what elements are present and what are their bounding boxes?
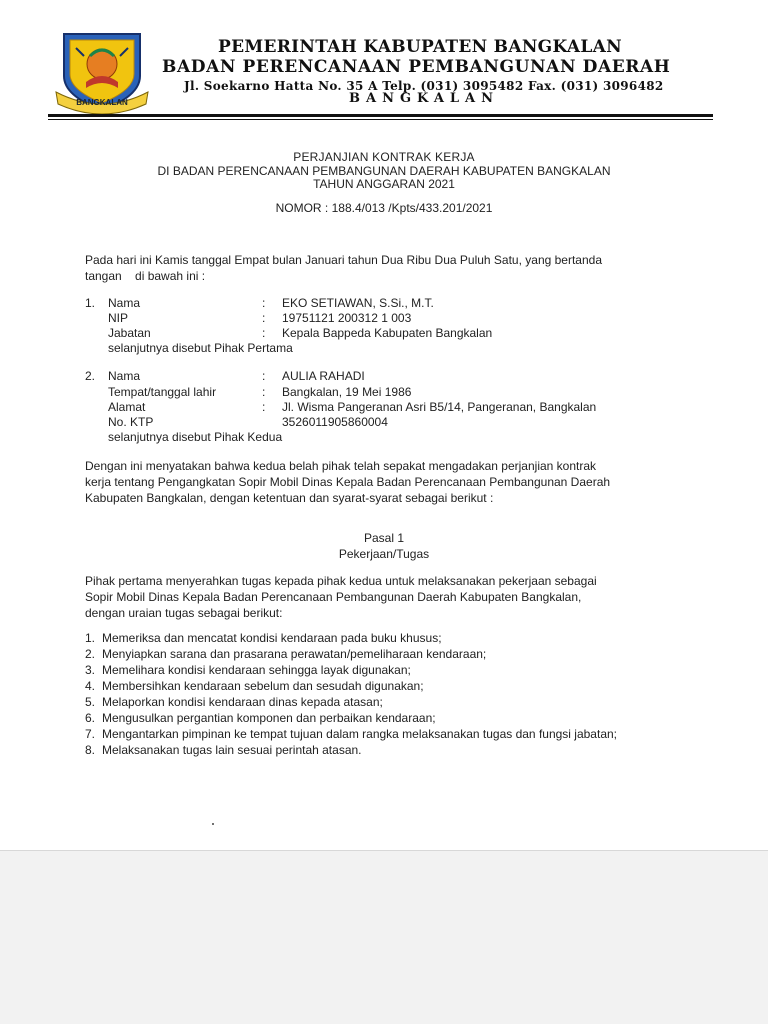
party2-label-address: Alamat: [108, 400, 146, 414]
party-number: 1.: [85, 296, 96, 310]
document-subtitle: DI BADAN PERENCANAAN PEMBANGUNAN DAERAH KABUPATEN BANGKALAN: [157, 164, 611, 178]
party2-label-birth: Tempat/tanggal lahir: [108, 385, 217, 399]
letterhead-divider-thick: [48, 114, 713, 117]
party2-value-address: Jl. Wisma Pangeranan Asri B5/14, Pangeranan, Bangkalan: [282, 400, 597, 414]
party1-value-nip: 19751121 200312 1 003: [282, 311, 412, 325]
colon: :: [262, 385, 266, 399]
list-item: 7. Mengantarkan pimpinan ke tempat tujuan dalam rangka melaksanakan tugas dan fungsi jabatan;: [85, 727, 617, 741]
document-number: NOMOR : 188.4/013 /Kpts/433.201/2021: [275, 201, 493, 215]
party1-label-name: Nama: [108, 296, 141, 310]
logo-ribbon-text: BANGKALAN: [76, 98, 128, 107]
letterhead-city: BANGKALAN: [349, 91, 500, 106]
colon: :: [262, 326, 266, 340]
list-item: 1. Memeriksa dan mencatat kondisi kendaraan pada buku khusus;: [85, 631, 442, 645]
colon: :: [262, 311, 266, 325]
list-item: 5. Melaporkan kondisi kendaraan dinas kepada atasan;: [85, 695, 383, 709]
list-item: 6. Mengusulkan pergantian komponen dan perbaikan kendaraan;: [85, 711, 436, 725]
letterhead-address: Jl. Soekarno Hatta No. 35 A Telp. (031) 3095482 Fax. (031) 3096482: [184, 79, 664, 93]
task-intro-paragraph: Pihak pertama menyerahkan tugas kepada pihak kedua untuk melaksanakan pekerjaan sebagai Sopir Mobil Dinas Kepala Badan Perencanaan Pembangunan Daerah Kabupaten Bangkalan, dengan uraian tugas sebagai berikut:: [85, 574, 597, 620]
letterhead-government: PEMERINTAH KABUPATEN BANGKALAN: [218, 37, 622, 57]
viewer-background: [0, 851, 768, 1024]
party1-designation: selanjutnya disebut Pihak Pertama: [108, 341, 293, 355]
bangkalan-regency-emblem-icon: [50, 26, 154, 114]
colon: :: [262, 369, 266, 383]
document-title: PERJANJIAN KONTRAK KERJA: [293, 150, 475, 164]
letterhead-agency: BADAN PERENCANAAN PEMBANGUNAN DAERAH: [162, 57, 671, 77]
party2-label-name: Nama: [108, 369, 141, 383]
list-item: 3. Memelihara kondisi kendaraan sehingga layak digunakan;: [85, 663, 411, 677]
party1-label-nip: NIP: [108, 311, 129, 325]
article-title: Pasal 1: [363, 531, 405, 545]
list-item: 2. Menyiapkan sarana dan prasarana perawatan/pemeliharaan kendaraan;: [85, 647, 487, 661]
party2-value-name: AULIA RAHADI: [282, 369, 365, 383]
party1-label-position: Jabatan: [108, 326, 151, 340]
colon: :: [262, 296, 266, 310]
scan-speck: [212, 823, 214, 825]
party2-designation: selanjutnya disebut Pihak Kedua: [108, 430, 283, 444]
letterhead-divider-thin: [48, 119, 713, 120]
party-number: 2.: [85, 369, 96, 383]
party1-value-name: EKO SETIAWAN, S.Si., M.T.: [282, 296, 434, 310]
list-item: 8. Melaksanakan tugas lain sesuai perintah atasan.: [85, 743, 362, 757]
party2-value-ktp: 3526011905860004: [282, 415, 388, 429]
article-subtitle: Pekerjaan/Tugas: [338, 547, 430, 561]
colon: :: [262, 400, 266, 414]
party2-label-ktp: No. KTP: [108, 415, 154, 429]
party2-value-birth: Bangkalan, 19 Mei 1986: [282, 385, 412, 399]
agreement-paragraph: Dengan ini menyatakan bahwa kedua belah pihak telah sepakat mengadakan perjanjian kontrak kerja tentang Pengangkatan Sopir Mobil Dinas Kepala Badan Perencanaan Pembangunan Daerah Kabupaten Bangkalan, dengan ketentuan dan syarat-syarat sebagai berikut :: [85, 459, 611, 505]
budget-year: TAHUN ANGGARAN 2021: [313, 177, 455, 191]
intro-paragraph: Pada hari ini Kamis tanggal Empat bulan Januari tahun Dua Ribu Dua Puluh Satu, yang bertanda tangan di bawah ini :: [85, 253, 603, 283]
party1-value-position: Kepala Bappeda Kabupaten Bangkalan: [282, 326, 493, 340]
list-item: 4. Membersihkan kendaraan sebelum dan sesudah digunakan;: [85, 679, 424, 693]
